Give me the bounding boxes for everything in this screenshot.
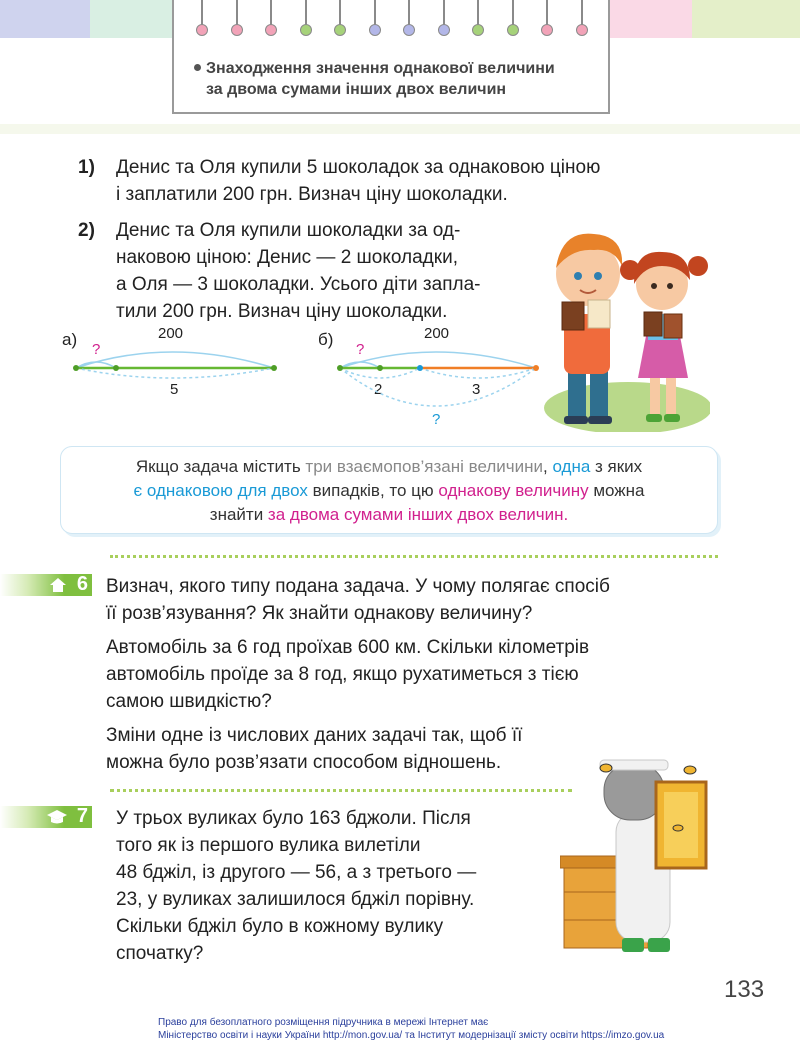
girl-shoe-left: [646, 414, 662, 422]
rule-highlight-same-for-two: є однаковою для двох: [133, 481, 308, 500]
task-7-line-2: того як із першого вулика вилетіли: [116, 835, 421, 856]
task-6-change-line-2: можна було розв’язати способом відношень.: [106, 752, 502, 773]
beekeeper-illustration: [560, 752, 720, 954]
notebook-ring-2: [231, 0, 243, 36]
ring-hole: [369, 24, 381, 36]
task-6-problem-line-2: автомобіль проїде за 8 год, якщо рухатиметься з тією: [106, 664, 579, 685]
footer-line-1: Право для безоплатного розміщення підручника в мережі Інтернет має: [158, 1017, 489, 1028]
problem-2-line-2: наковою ціною: Денис — 2 шоколадки,: [116, 247, 458, 268]
task-7-line-4: 23, у вуликах залишилося бджіл порівну.: [116, 889, 475, 910]
problem-1-text: [116, 154, 600, 208]
girl-ponytail-right: [688, 256, 708, 276]
problem-2: [78, 217, 95, 244]
girl-ponytail-left: [620, 260, 640, 280]
task-7-line-6: спочатку?: [116, 943, 204, 964]
ring-wire: [477, 0, 479, 26]
rule-text-10: знайти: [209, 505, 268, 524]
notebook-ring-10: [507, 0, 519, 36]
boy-shoe-left: [564, 416, 588, 424]
notebook-ring-9: [472, 0, 484, 36]
diagram-a-count: 5: [170, 381, 179, 398]
notebook-ring-7: [403, 0, 415, 36]
notebook-ring-4: [300, 0, 312, 36]
task-6-intro: [106, 573, 610, 627]
notebook-ring-5: [334, 0, 346, 36]
problem-2-text: [116, 217, 480, 325]
dotted-separator-1: [110, 555, 718, 558]
girl-leg-left: [650, 378, 660, 418]
diagram-a-label: а): [62, 330, 78, 349]
rule-text-7: випадків, то цю: [307, 481, 439, 500]
rule-highlight-one: одна: [552, 457, 591, 476]
dotted-separator-2: [110, 789, 572, 792]
girl-shoe-right: [664, 414, 680, 422]
ring-hole: [438, 24, 450, 36]
bee-2: [684, 766, 696, 774]
task-6-number: 6: [76, 573, 88, 595]
task-6-change: [106, 722, 522, 776]
rule-text-9: можна: [588, 481, 645, 500]
diagram-b-segments: [334, 338, 544, 428]
girl-dress: [638, 336, 688, 378]
diagram-a-total: 200: [158, 325, 184, 342]
ring-hole: [472, 24, 484, 36]
topic-line-1: Знаходження значення однакової величини: [206, 60, 555, 77]
problem-2-line-1: Денис та Оля купили шоколадки за од-: [116, 220, 461, 241]
diagram-b-count-2-arc: [420, 368, 536, 378]
boy-chocolate-white: [588, 300, 610, 328]
ring-wire: [443, 0, 445, 26]
problem-1: [78, 154, 95, 181]
diagram-a-question: ?: [92, 341, 101, 358]
ring-hole: [541, 24, 553, 36]
home-icon: [48, 577, 68, 593]
problem-1-number: 1): [78, 157, 95, 178]
rule-line-3: [61, 503, 717, 527]
boy-shoe-right: [588, 416, 612, 424]
girl-chocolate-milk: [664, 314, 682, 338]
notebook-ring-1: [196, 0, 208, 36]
task-6-change-line-1: Зміни одне із числових даних задачі так, щоб її: [106, 725, 523, 746]
diagram-a-point-start: [73, 365, 79, 371]
diagram-a-point-end: [271, 365, 277, 371]
ring-wire: [581, 0, 583, 26]
diagram-b-bottom-question: ?: [432, 411, 441, 428]
footer-line-2: Міністерство освіти і науки України http://mon.gov.ua/ та Інститут модернізації змісту освіти https://imzo.gov.ua: [158, 1030, 665, 1041]
ring-wire: [512, 0, 514, 26]
task-6-tag: [0, 574, 92, 596]
problem-2-line-3: а Оля — 3 шоколадки. Усього діти запла-: [116, 274, 481, 295]
boy-leg-left: [568, 368, 586, 420]
rule-highlight-three-quantities: три взаємопов’язані величини: [305, 457, 543, 476]
topic-line-2: за двома сумами інших двох величин: [206, 81, 507, 98]
task-7-number: 7: [76, 805, 88, 827]
girl-eye-right: [667, 283, 673, 289]
task-6-problem: [106, 634, 589, 715]
ring-hole: [507, 24, 519, 36]
task-7-line-3: 48 бджіл, із другого — 56, а з третього —: [116, 862, 477, 883]
diagram-a-point-mid: [113, 365, 119, 371]
boot-left: [622, 938, 644, 952]
rule-highlight-two-sums: за двома сумами інших двох величин.: [267, 505, 569, 524]
task-6-intro-line-2: її розв’язування? Як знайти однакову величину?: [106, 603, 533, 624]
boy-eye-left: [574, 272, 582, 280]
diagram-b-total: 200: [424, 325, 450, 342]
girl-leg-right: [666, 378, 676, 418]
diagram-a-segments: [70, 338, 280, 382]
rule-line-1: [61, 455, 717, 479]
boy-chocolate-dark: [562, 302, 584, 330]
rule-text-3: ,: [542, 457, 553, 476]
header-strip: [0, 124, 800, 134]
ring-wire: [305, 0, 307, 26]
bee-3: [673, 825, 683, 831]
rule-box: [60, 446, 718, 534]
notebook-ring-6: [369, 0, 381, 36]
ring-wire: [408, 0, 410, 26]
task-7-line-1: У трьох вуликах було 163 бджоли. Після: [116, 808, 471, 829]
notebook-ring-12: [576, 0, 588, 36]
diagram-b-point-start: [337, 365, 343, 371]
task-6-problem-line-3: самою швидкістю?: [106, 691, 272, 712]
rule-text-1: Якщо задача містить: [135, 457, 306, 476]
footer-note: [158, 1016, 664, 1042]
topic-notebook: [172, 0, 610, 114]
ring-wire: [236, 0, 238, 26]
task-6-problem-line-1: Автомобіль за 6 год проїхав 600 км. Скільки кілометрів: [106, 637, 590, 658]
ring-wire: [374, 0, 376, 26]
problem-2-number: 2): [78, 220, 95, 241]
diagram-b-count-2: 3: [472, 381, 481, 398]
rule-line-2: [61, 479, 717, 503]
girl-chocolate-dark: [644, 312, 662, 336]
notebook-ring-8: [438, 0, 450, 36]
task-7-tag: [0, 806, 92, 828]
ring-hole: [265, 24, 277, 36]
ring-hole: [403, 24, 415, 36]
ring-wire: [201, 0, 203, 26]
ring-hole: [576, 24, 588, 36]
bullet-icon: [194, 64, 201, 71]
rule-text-5: з яких: [590, 457, 643, 476]
boy-eye-right: [594, 272, 602, 280]
ring-wire: [270, 0, 272, 26]
diagram-b-count-1: 2: [374, 381, 383, 398]
boot-right: [648, 938, 670, 952]
honeycomb: [664, 792, 698, 858]
diagram-b-point-part: [377, 365, 383, 371]
diagram-b-label: б): [318, 330, 334, 349]
children-with-chocolate-illustration: [538, 218, 710, 432]
topic-title: [194, 58, 604, 100]
rule-highlight-same-quantity: однакову величину: [438, 481, 589, 500]
task-6-intro-line-1: Визнач, якого типу подана задача. У чому полягає спосіб: [106, 576, 610, 597]
ring-wire: [546, 0, 548, 26]
task-7-line-5: Скільки бджіл було в кожному вулику: [116, 916, 444, 937]
top-band-green: [692, 0, 800, 38]
problem-2-line-4: тили 200 грн. Визнач ціну шоколадки.: [116, 301, 448, 322]
boy-leg-right: [590, 368, 608, 420]
page-number: 133: [724, 976, 765, 1003]
bee-1: [600, 764, 612, 772]
ring-hole: [231, 24, 243, 36]
notebook-ring-3: [265, 0, 277, 36]
diagram-a-count-arc: [76, 368, 274, 378]
ring-hole: [334, 24, 346, 36]
diagram-a-total-arc: [76, 352, 274, 368]
diagram-b-point-mid: [417, 365, 423, 371]
top-band-lilac: [0, 0, 90, 38]
top-band-mint: [90, 0, 172, 38]
graduation-cap-icon: [46, 809, 68, 825]
diagram-b-total-arc: [340, 352, 536, 368]
notebook-ring-11: [541, 0, 553, 36]
top-band-pink: [610, 0, 692, 38]
ring-hole: [196, 24, 208, 36]
task-7-text: [116, 805, 476, 967]
ring-wire: [339, 0, 341, 26]
girl-eye-left: [651, 283, 657, 289]
problem-1-line-1: Денис та Оля купили 5 шоколадок за однаковою ціною: [116, 157, 601, 178]
problem-1-line-2: і заплатили 200 грн. Визнач ціну шоколадки.: [116, 184, 508, 205]
diagram-b-question: ?: [356, 341, 365, 358]
ring-hole: [300, 24, 312, 36]
